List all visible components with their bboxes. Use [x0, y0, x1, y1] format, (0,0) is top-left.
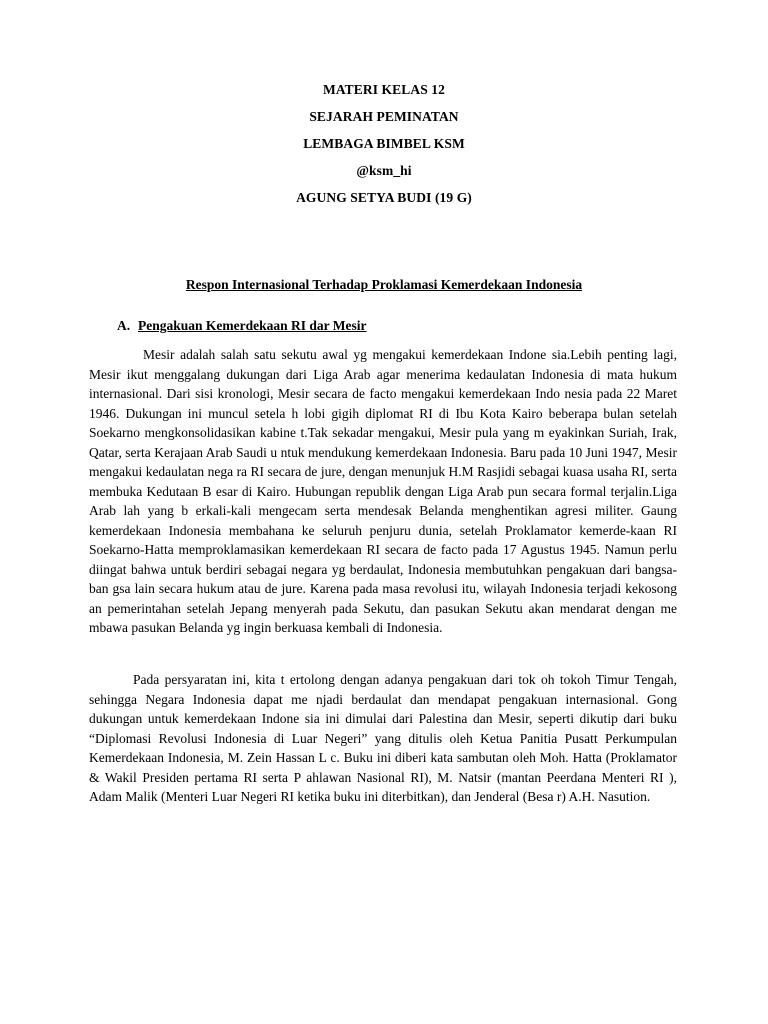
header-institution-line: LEMBAGA BIMBEL KSM	[303, 136, 465, 151]
header-subject-line: SEJARAH PEMINATAN	[309, 109, 459, 124]
section-letter: A.	[117, 318, 131, 333]
header-class-line: MATERI KELAS 12	[322, 82, 446, 97]
header-author-line: AGUNG SETYA BUDI (19 G)	[296, 190, 472, 205]
section-heading	[117, 318, 367, 334]
paragraph-1: Mesir adalah salah satu sekutu awal yg mengakui kemerdekaan Indone sia.Lebih penting lagi, Mesir ikut menggalang dukungan dari Liga Arab agar menerima kedaulatan Indonesia di mata hukum internasional. Dari sisi kronologi, Mesir secara de facto mengakui kemerdekaan Indo nesia pada 22 Maret 1946. Dukungan ini muncul setela h lobi gigih diplomat RI di Ibu Kota Kairo beberapa bulan setelah Soekarno mengkonsolidasikan kabine t.Tak sekadar mengakui, Mesir pula yang m eyakinkan Suriah, Irak, Qatar, serta Kerajaan Arab Saudi u ntuk mendukung kemerdekaan Indonesia. Baru pada 10 Juni 1947, Mesir mengakui kedaulatan nega ra RI secara de jure, dengan menunjuk H.M Rasjidi sebagai kuasa usaha RI, serta membuka Kedutaan B esar di Kairo. Hubungan republik dengan Liga Arab pun secara formal terjalin.Liga Arab lah yang b erkali-kali mengecam serta mendesak Belanda menghentikan agresi militer. Gaung kemerdekaan Indonesia membahana ke seluruh penjuru dunia, setelah Proklamator kemerde-kaan RI Soekarno-Hatta memproklamasikan kemerdekaan RI secara de facto pada 17 Agustus 1945. Namun perlu diingat bahwa untuk berdiri sebagai negara yg berdaulat, Indonesia membutuhkan pengakuan dari bangsa-ban gsa lain secara hukum atau de jure. Karena pada masa revolusi itu, wilayah Indonesia terjadi kekosong an pemerintahan setelah Jepang menyerah pada Sekutu, dan pasukan Sekutu akan mendarat dengan me mbawa pasukan Belanda yg ingin berkuasa kembali di Indonesia.	[89, 347, 677, 635]
section-heading-text: Pengakuan Kemerdekaan RI dar Mesir	[138, 318, 367, 333]
document-title: Respon Internasional Terhadap Proklamasi Kemerdekaan Indonesia	[185, 277, 583, 292]
header-handle-line: @ksm_hi	[356, 163, 412, 178]
paragraph-2: Pada persyaratan ini, kita t ertolong dengan adanya pengakuan dari tok oh tokoh Timur Tengah, sehingga Negara Indonesia dapat me njadi berdaulat dan mendapat pengakuan internasional. Gong dukungan untuk kemerdekaan Indone sia ini dimulai dari Palestina dan Mesir, seperti dikutip dari buku “Diplomasi Revolusi Indonesia di Luar Negeri” yang ditulis oleh Ketua Panitia Pusatt Perkumpulan Kemerdekaan Indonesia, M. Zein Hassan L c. Buku ini diberi kata sambutan oleh Moh. Hatta (Proklamator & Wakil Presiden pertama RI serta P ahlawan Nasional RI), M. Natsir (mantan Peerdana Menteri RI ), Adam Malik (Menteri Luar Negeri RI ketika buku ini diterbitkan), dan Jenderal (Besa r) A.H. Nasution.	[89, 672, 677, 804]
